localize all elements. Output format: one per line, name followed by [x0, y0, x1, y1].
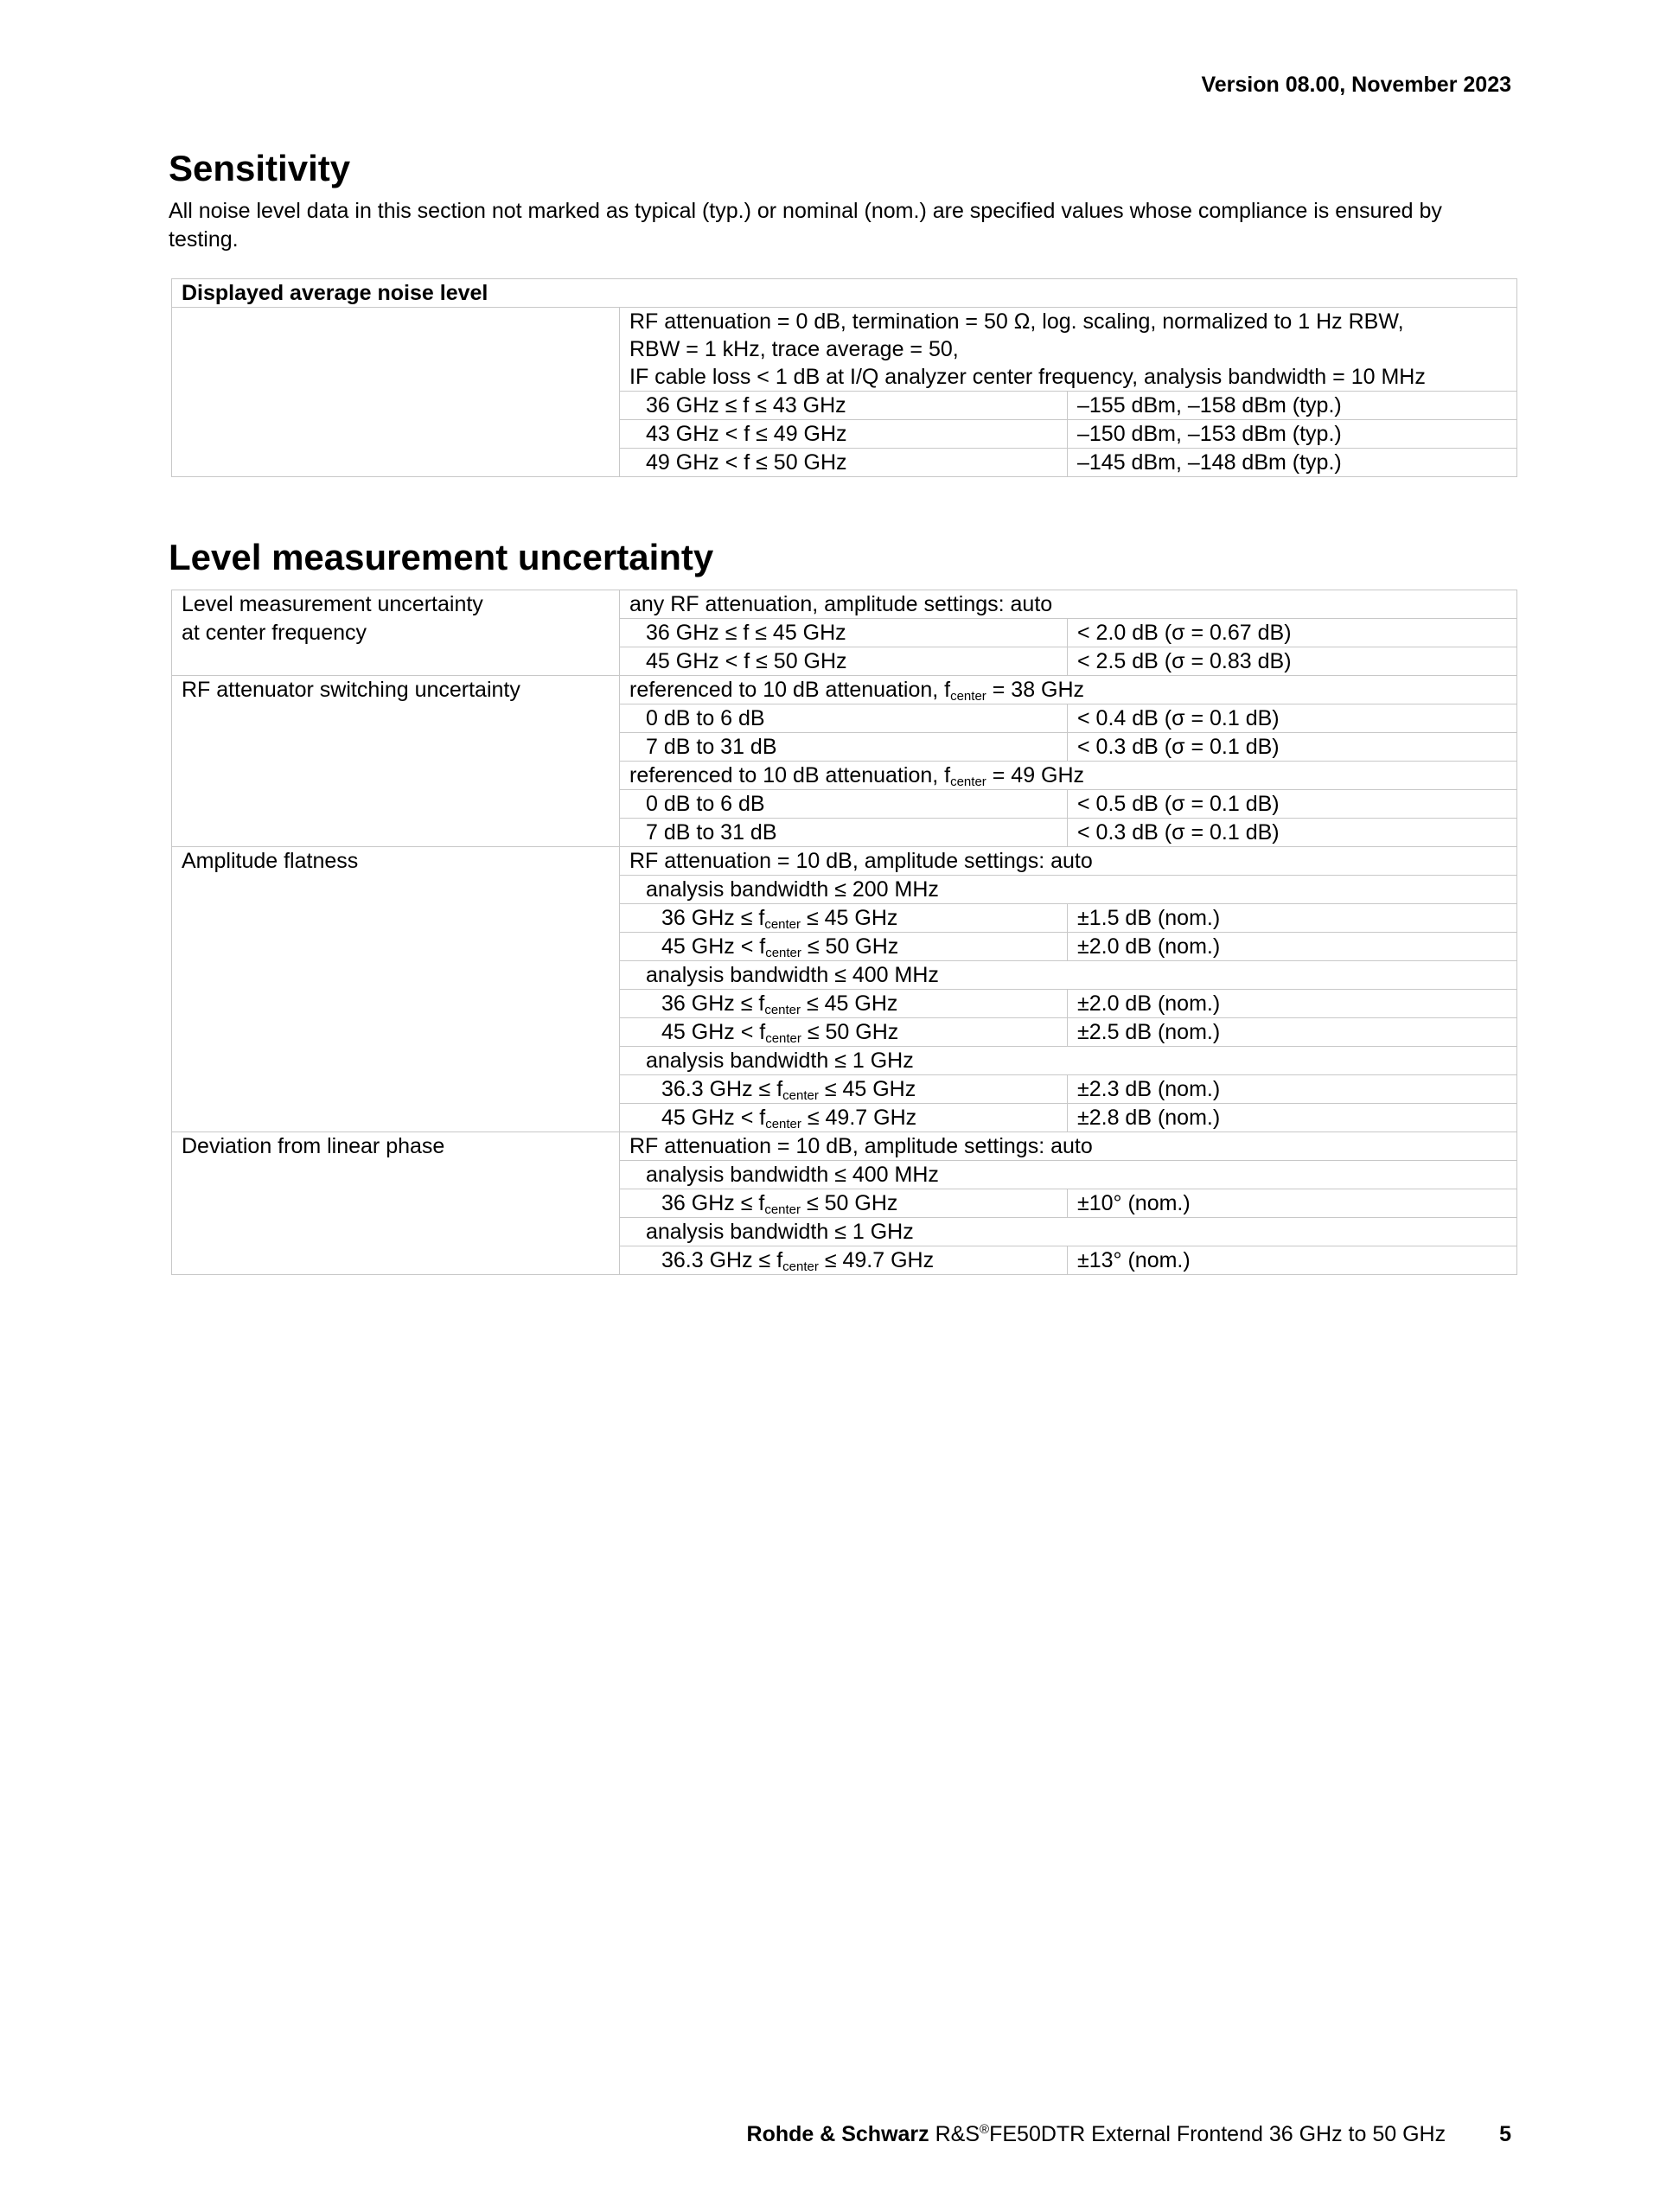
bandwidth-cell: analysis bandwidth ≤ 200 MHz — [620, 876, 1517, 904]
registered-mark: ® — [980, 2122, 990, 2137]
value-cell: ±13° (nom.) — [1068, 1246, 1517, 1275]
footer-brand: Rohde & Schwarz — [746, 2122, 929, 2146]
value-cell: ±1.5 dB (nom.) — [1068, 904, 1517, 933]
value-cell: –150 dBm, –153 dBm (typ.) — [1068, 420, 1517, 449]
value-cell: < 2.5 dB (σ = 0.83 dB) — [1068, 647, 1517, 676]
condition-cell: any RF attenuation, amplitude settings: auto — [620, 590, 1517, 619]
range-cell: 49 GHz < f ≤ 50 GHz — [620, 449, 1068, 477]
range-cell: 36 GHz ≤ $f_{center} \le 45$ GHz — [620, 904, 1068, 933]
range-cell: 0 dB to 6 dB — [620, 704, 1068, 733]
range-cell: 45 GHz < $f_{center} \le 50$ GHz — [620, 1018, 1068, 1047]
param-cell-phase: Deviation from linear phase — [172, 1132, 620, 1275]
param-cell-center — [172, 590, 620, 676]
level-title: Level measurement uncertainty — [169, 537, 714, 577]
table-header: Displayed average noise level — [172, 279, 1517, 308]
range-cell: 43 GHz < f ≤ 49 GHz — [620, 420, 1068, 449]
level-table-wrap — [169, 590, 1517, 1275]
range-cell: 45 GHz < $f_{center} \le 50$ GHz — [620, 933, 1068, 961]
bandwidth-cell: analysis bandwidth ≤ 400 MHz — [620, 1161, 1517, 1189]
range-cell: 36 GHz ≤ $f_{center} \le 50$ GHz — [620, 1189, 1068, 1218]
footer-product-prefix: R&S — [929, 2122, 980, 2146]
condition-cell — [620, 308, 1517, 392]
condition-line: IF cable loss < 1 dB at I/Q analyzer center frequency, analysis bandwidth = 10 MHz — [629, 365, 1426, 389]
value-cell: ±2.8 dB (nom.) — [1068, 1104, 1517, 1132]
range-cell: 7 dB to 31 dB — [620, 733, 1068, 762]
condition-cell: referenced to 10 dB attenuation, $f_{center} = 49$ GHz — [620, 762, 1517, 790]
bandwidth-cell: analysis bandwidth ≤ 400 MHz — [620, 961, 1517, 990]
bandwidth-cell: analysis bandwidth ≤ 1 GHz — [620, 1218, 1517, 1246]
range-cell: 7 dB to 31 dB — [620, 819, 1068, 847]
range-cell: 36 GHz ≤ $f_{center} \le 45$ GHz — [620, 990, 1068, 1018]
range-cell: 36.3 GHz ≤ $f_{center} \le 49.7$ GHz — [620, 1246, 1068, 1275]
condition-line: RBW = 1 kHz, trace average = 50, — [629, 337, 959, 361]
param-line: Level measurement uncertainty — [182, 592, 483, 616]
level-section — [169, 536, 1517, 579]
footer-product: FE50DTR External Frontend 36 GHz to 50 GHz — [989, 2122, 1446, 2146]
range-cell: 45 GHz < $f_{center} \le 49.7$ GHz — [620, 1104, 1068, 1132]
param-cell-flatness: Amplitude flatness — [172, 847, 620, 1132]
noise-level-table — [171, 278, 1517, 477]
value-cell: –145 dBm, –148 dBm (typ.) — [1068, 449, 1517, 477]
value-cell: < 2.0 dB (σ = 0.67 dB) — [1068, 619, 1517, 647]
range-cell: 36 GHz ≤ f ≤ 45 GHz — [620, 619, 1068, 647]
value-cell: ±2.3 dB (nom.) — [1068, 1075, 1517, 1104]
level-uncertainty-table — [171, 590, 1517, 1275]
param-cell-empty — [172, 308, 620, 477]
sensitivity-title: Sensitivity — [169, 148, 351, 188]
value-cell: ±10° (nom.) — [1068, 1189, 1517, 1218]
value-cell: ±2.0 dB (nom.) — [1068, 933, 1517, 961]
param-line: at center frequency — [182, 621, 367, 645]
version-label: Version 08.00, November 2023 — [1201, 73, 1511, 97]
range-cell: 36.3 GHz ≤ $f_{center} \le 45$ GHz — [620, 1075, 1068, 1104]
value-cell: < 0.3 dB (σ = 0.1 dB) — [1068, 819, 1517, 847]
sensitivity-table-wrap — [169, 278, 1517, 477]
range-cell: 36 GHz ≤ f ≤ 43 GHz — [620, 392, 1068, 420]
bandwidth-cell: analysis bandwidth ≤ 1 GHz — [620, 1047, 1517, 1075]
value-cell: ±2.5 dB (nom.) — [1068, 1018, 1517, 1047]
page-number: 5 — [1499, 2122, 1511, 2146]
sensitivity-section — [169, 147, 1517, 254]
sensitivity-intro: All noise level data in this section not marked as typical (typ.) or nominal (nom.) are specified values whose compliance is ensured by testing. — [169, 199, 1442, 252]
condition-line: RF attenuation = 0 dB, termination = 50 Ω, log. scaling, normalized to 1 Hz RBW, — [629, 309, 1404, 334]
range-cell: 45 GHz < f ≤ 50 GHz — [620, 647, 1068, 676]
param-cell-attenuator: RF attenuator switching uncertainty — [172, 676, 620, 847]
page-footer — [747, 2122, 1511, 2147]
value-cell: –155 dBm, –158 dBm (typ.) — [1068, 392, 1517, 420]
value-cell: < 0.5 dB (σ = 0.1 dB) — [1068, 790, 1517, 819]
condition-cell: RF attenuation = 10 dB, amplitude settings: auto — [620, 847, 1517, 876]
condition-cell: RF attenuation = 10 dB, amplitude settings: auto — [620, 1132, 1517, 1161]
condition-cell: referenced to 10 dB attenuation, $f_{center} = 38$ GHz — [620, 676, 1517, 704]
value-cell: ±2.0 dB (nom.) — [1068, 990, 1517, 1018]
range-cell: 0 dB to 6 dB — [620, 790, 1068, 819]
value-cell: < 0.3 dB (σ = 0.1 dB) — [1068, 733, 1517, 762]
value-cell: < 0.4 dB (σ = 0.1 dB) — [1068, 704, 1517, 733]
